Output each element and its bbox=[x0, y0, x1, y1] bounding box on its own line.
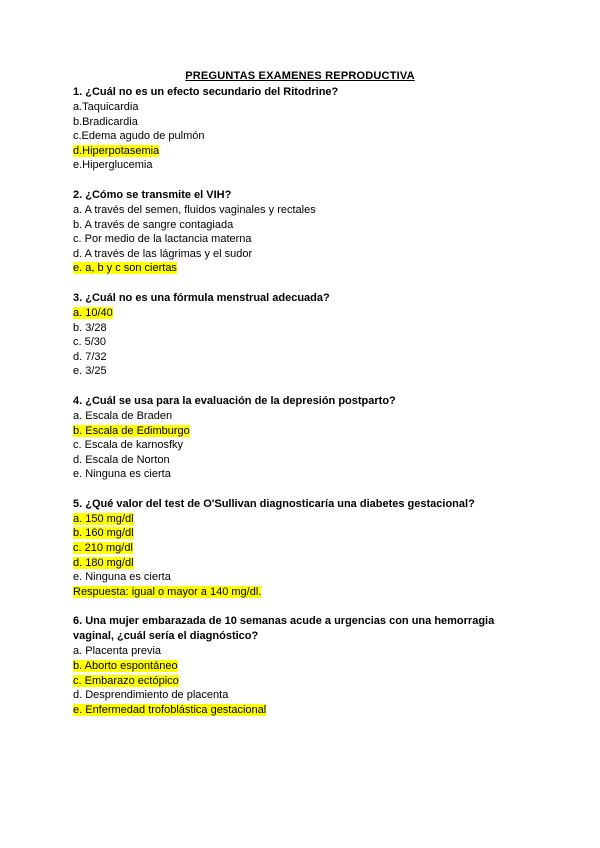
highlighted-answer-text: e. Enfermedad trofoblástica gestacional bbox=[73, 703, 267, 716]
answer-option bbox=[73, 644, 533, 659]
highlighted-answer-text: c. Embarazo ectópico bbox=[73, 674, 179, 687]
answer-option bbox=[73, 703, 533, 718]
answer-option bbox=[73, 261, 533, 276]
highlighted-answer-text: a. 10/40 bbox=[73, 306, 113, 319]
answer-text: d. A través de las lágrimas y el sudor bbox=[73, 247, 253, 260]
answer-option bbox=[73, 158, 533, 173]
answer-text: a. A través del semen, fluidos vaginales y rectales bbox=[73, 203, 316, 216]
answer-option bbox=[73, 512, 533, 527]
answer-option bbox=[73, 364, 533, 379]
answer-option bbox=[73, 688, 533, 703]
answer-text: a. Placenta previa bbox=[73, 645, 162, 658]
answer-option bbox=[73, 232, 533, 247]
answer-option bbox=[73, 570, 533, 585]
answer-option bbox=[73, 247, 533, 262]
answer-text: c. Por medio de la lactancia materna bbox=[73, 233, 252, 246]
question-text: 3. ¿Cuál no es una fórmula menstrual adecuada? bbox=[73, 291, 330, 304]
answer-option bbox=[73, 409, 533, 424]
highlighted-answer-text: d.Hiperpotasemia bbox=[73, 144, 160, 157]
answer-option bbox=[73, 100, 533, 115]
highlighted-answer-text: b. Aborto espontáneo bbox=[73, 660, 178, 673]
highlighted-answer-text: a. 150 mg/dl bbox=[73, 512, 134, 525]
answer-text: d. Desprendimiento de placenta bbox=[73, 689, 229, 702]
highlighted-answer-text: b. Escala de Edimburgo bbox=[73, 424, 190, 437]
question-text: 5. ¿Qué valor del test de O'Sullivan diagnosticaría una diabetes gestacional? bbox=[73, 497, 475, 510]
answer-option bbox=[73, 556, 533, 571]
answer-text: e. Ninguna es cierta bbox=[73, 468, 171, 481]
question-4 bbox=[73, 394, 533, 482]
answer-text: e.Hiperglucemia bbox=[73, 159, 153, 172]
answer-option bbox=[73, 115, 533, 130]
answer-text: b. 3/28 bbox=[73, 321, 107, 334]
answer-option bbox=[73, 321, 533, 336]
answer-text: c.Edema agudo de pulmón bbox=[73, 130, 205, 143]
answer-option bbox=[73, 129, 533, 144]
answer-option bbox=[73, 424, 533, 439]
answer-option bbox=[73, 335, 533, 350]
highlighted-answer-text: d. 180 mg/dl bbox=[73, 556, 134, 569]
question-list bbox=[73, 85, 533, 732]
answer-option bbox=[73, 218, 533, 233]
answer-text: e. Ninguna es cierta bbox=[73, 571, 171, 584]
answer-text: b. A través de sangre contagiada bbox=[73, 218, 234, 231]
highlighted-answer-text: c. 210 mg/dl bbox=[73, 542, 133, 555]
question-6 bbox=[73, 614, 533, 717]
answer-text: b.Bradicardia bbox=[73, 115, 138, 128]
highlighted-answer-text: e. a, b y c son ciertas bbox=[73, 262, 177, 275]
answer-text: c. 5/30 bbox=[73, 336, 107, 349]
answer-option bbox=[73, 526, 533, 541]
answer-text: d. Escala de Norton bbox=[73, 453, 170, 466]
question-text: 6. Una mujer embarazada de 10 semanas acude a urgencias con una hemorragia vaginal, ¿cuál sería el diagnóstico? bbox=[73, 615, 495, 643]
answer-option bbox=[73, 541, 533, 556]
answer-option bbox=[73, 467, 533, 482]
highlighted-answer-text: b. 160 mg/dl bbox=[73, 527, 134, 540]
answer-text: d. 7/32 bbox=[73, 350, 107, 363]
answer-text: a.Taquicardia bbox=[73, 101, 139, 113]
answer-text: a. Escala de Braden bbox=[73, 409, 173, 422]
answer-option bbox=[73, 203, 533, 218]
answer-option bbox=[73, 453, 533, 468]
answer-option bbox=[73, 659, 533, 674]
answer-text: c. Escala de karnosfky bbox=[73, 439, 184, 452]
answer-text: e. 3/25 bbox=[73, 365, 107, 378]
question-text: 1. ¿Cuál no es un efecto secundario del Ritodrine? bbox=[73, 86, 339, 98]
question-2 bbox=[73, 188, 533, 276]
answer-option bbox=[73, 438, 533, 453]
question-1 bbox=[73, 85, 533, 173]
answer-option bbox=[73, 306, 533, 321]
question-3 bbox=[73, 291, 533, 379]
question-text: 2. ¿Cómo se transmite el VIH? bbox=[73, 188, 232, 201]
highlighted-answer-text: Respuesta: igual o mayor a 140 mg/dl. bbox=[73, 585, 262, 598]
question-text: 4. ¿Cuál se usa para la evaluación de la depresión postparto? bbox=[73, 394, 396, 407]
answer-option bbox=[73, 674, 533, 689]
answer-option bbox=[73, 585, 533, 600]
answer-option bbox=[73, 350, 533, 365]
document-title: PREGUNTAS EXAMENES REPRODUCTIVA bbox=[185, 70, 415, 82]
question-5 bbox=[73, 497, 533, 600]
answer-option bbox=[73, 144, 533, 159]
